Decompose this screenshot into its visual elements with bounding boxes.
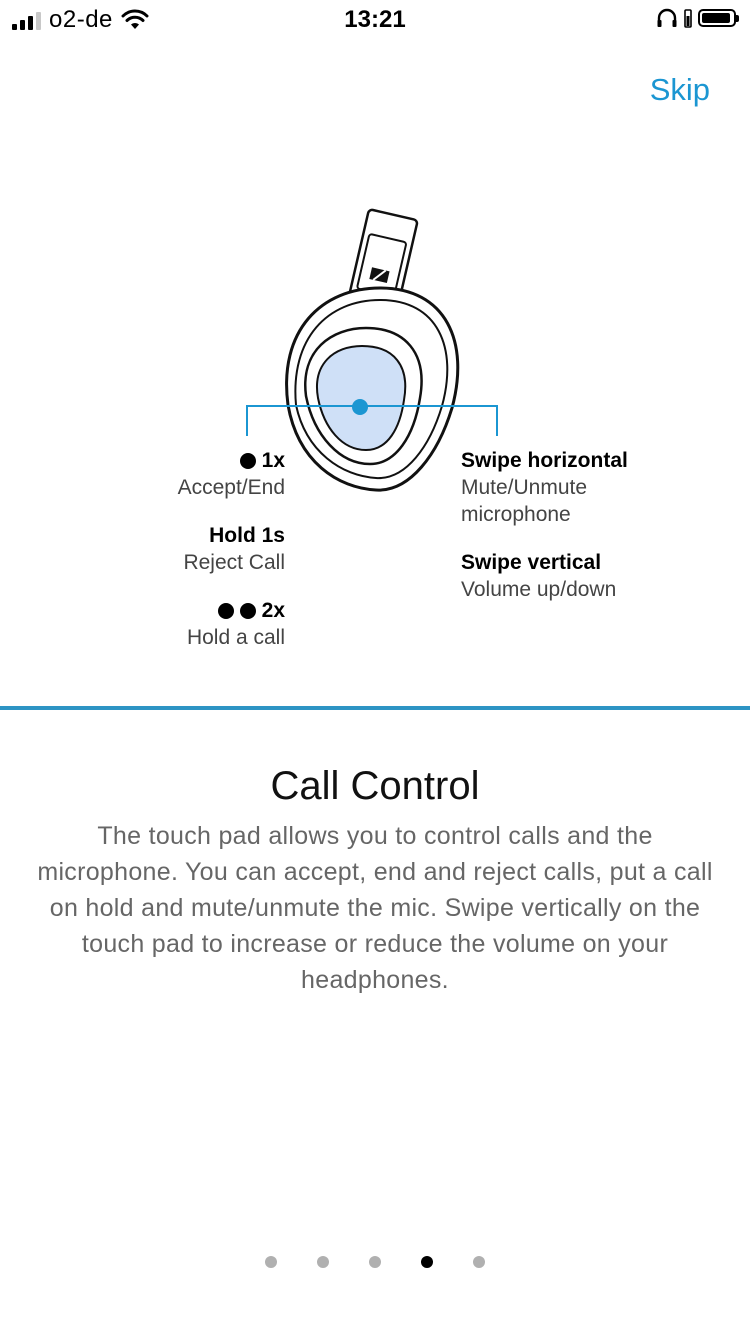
status-bar xyxy=(0,0,750,40)
double-dot-icon xyxy=(240,603,256,619)
page-title: Call Control xyxy=(270,764,480,808)
action-label: Accept/End xyxy=(177,476,285,499)
control-tap-twice xyxy=(187,597,285,651)
page-description: The touch pad allows you to control calls and the microphone. You can accept, end and reject calls, put a call on hold and mute/unmute the mic. Swipe vertically on the touch pad to increase or reduce the volume on your headphones. xyxy=(37,822,713,994)
control-tap-once xyxy=(178,447,285,501)
control-swipe-horizontal xyxy=(461,447,628,528)
action-label: Hold a call xyxy=(186,626,285,649)
control-hold xyxy=(183,522,285,576)
gesture-label: 2x xyxy=(261,599,285,622)
action-label: Mute/Unmute xyxy=(461,476,588,499)
skip-button[interactable]: Skip xyxy=(649,72,710,107)
control-swipe-vertical xyxy=(461,549,616,603)
headphones-icon xyxy=(656,8,678,28)
status-bar-right xyxy=(656,8,736,28)
page-dot-4[interactable] xyxy=(421,1256,433,1268)
charging-indicator-icon xyxy=(684,8,692,28)
page-indicator xyxy=(0,1256,750,1268)
page-dot-5[interactable] xyxy=(473,1256,485,1268)
battery-icon xyxy=(698,9,736,27)
headphone-earcup-icon xyxy=(0,200,750,520)
gesture-label: Swipe vertical xyxy=(461,551,602,574)
page-dot-2[interactable] xyxy=(317,1256,329,1268)
single-dot-icon xyxy=(240,453,256,469)
gesture-label: Hold 1s xyxy=(209,524,285,547)
double-dot-icon xyxy=(218,603,234,619)
section-divider xyxy=(0,706,750,710)
carrier-name: o2-de xyxy=(49,6,113,33)
action-label: Reject Call xyxy=(183,551,285,574)
page-dot-3[interactable] xyxy=(369,1256,381,1268)
page-dot-1[interactable] xyxy=(265,1256,277,1268)
gesture-label: 1x xyxy=(261,449,285,472)
status-time: 13:21 xyxy=(344,6,406,33)
action-label: microphone xyxy=(461,503,571,526)
action-label: Volume up/down xyxy=(461,578,617,601)
gesture-label: Swipe horizontal xyxy=(461,449,628,472)
